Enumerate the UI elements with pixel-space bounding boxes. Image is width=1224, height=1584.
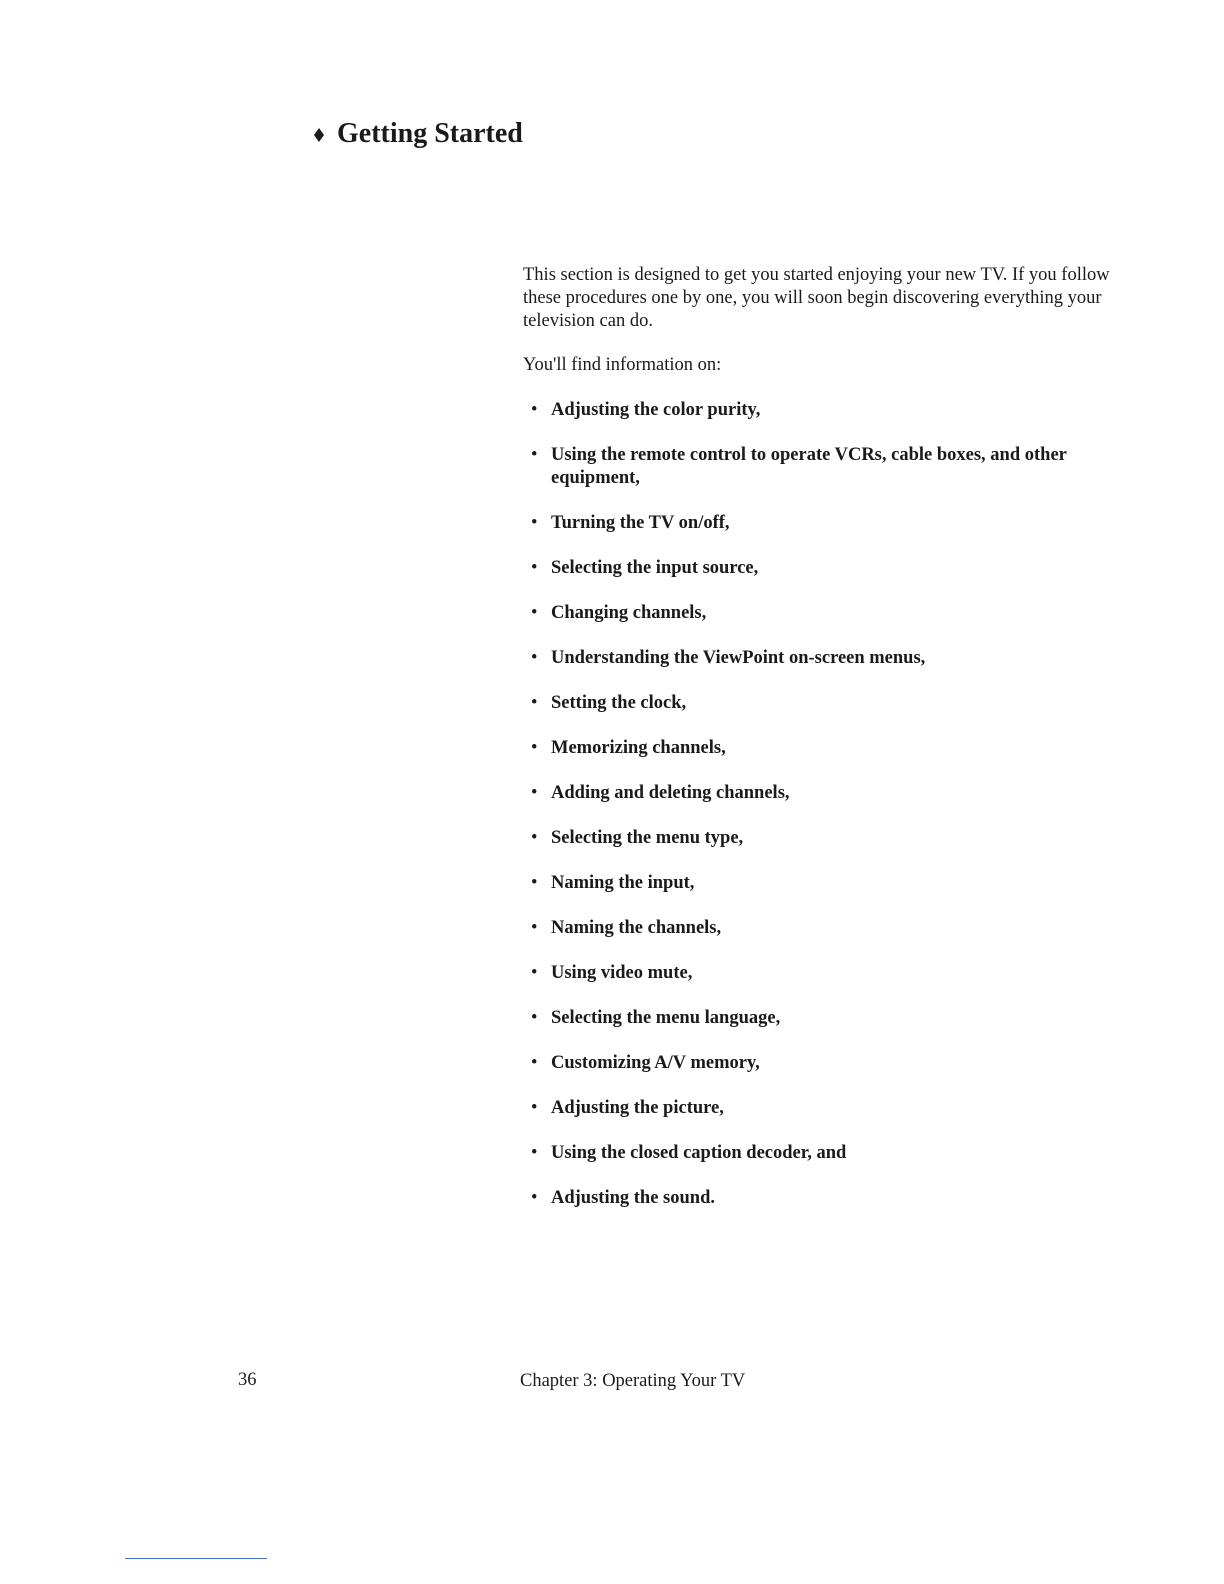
- list-item-text: Adjusting the picture,: [551, 1098, 724, 1118]
- list-item: [523, 782, 1113, 805]
- bullet-icon: •: [531, 648, 538, 668]
- list-item-text: Customizing A/V memory,: [551, 1053, 760, 1073]
- bullet-icon: •: [531, 1188, 538, 1208]
- list-item-text: Selecting the menu type,: [551, 828, 744, 848]
- list-item: [523, 962, 1113, 985]
- bottom-rule-line: [125, 1558, 267, 1559]
- list-item-text: Adjusting the sound.: [551, 1188, 715, 1208]
- list-item-text: Naming the channels,: [551, 918, 722, 938]
- list-item-text: Selecting the menu language,: [551, 1008, 781, 1028]
- list-item-text: Using the closed caption decoder, and: [551, 1143, 847, 1163]
- topics-list: [523, 399, 1113, 1210]
- list-item-text: Adding and deleting channels,: [551, 783, 790, 803]
- list-item: [523, 917, 1113, 940]
- list-item: [523, 1187, 1113, 1210]
- section-title: Getting Started: [337, 118, 523, 149]
- lead-in-text: You'll find information on:: [523, 355, 722, 375]
- list-item: [523, 737, 1113, 760]
- bullet-icon: •: [531, 918, 538, 938]
- list-item-text: Using the remote control to operate VCRs, cable boxes, and other equipment,: [551, 445, 1067, 488]
- list-item: [523, 602, 1113, 625]
- list-item-text: Changing channels,: [551, 603, 707, 623]
- list-item: [523, 647, 1113, 670]
- bullet-icon: •: [531, 445, 538, 465]
- bullet-icon: •: [531, 828, 538, 848]
- bullet-icon: •: [531, 738, 538, 758]
- bullet-icon: •: [531, 513, 538, 533]
- body-column: [523, 264, 1113, 1232]
- list-item: [523, 557, 1113, 580]
- page-number: 36: [238, 1370, 257, 1390]
- list-item: [523, 692, 1113, 715]
- list-item: [523, 1007, 1113, 1030]
- list-item: [523, 827, 1113, 850]
- bullet-icon: •: [531, 783, 538, 803]
- list-item: [523, 1097, 1113, 1120]
- list-item-text: Understanding the ViewPoint on-screen menus,: [551, 648, 926, 668]
- bullet-icon: •: [531, 963, 538, 983]
- bullet-icon: •: [531, 603, 538, 623]
- bullet-icon: •: [531, 400, 538, 420]
- bullet-icon: •: [531, 693, 538, 713]
- list-item: [523, 1052, 1113, 1075]
- list-item: [523, 512, 1113, 535]
- list-item-text: Setting the clock,: [551, 693, 687, 713]
- list-item-text: Memorizing channels,: [551, 738, 726, 758]
- chapter-footer: Chapter 3: Operating Your TV: [520, 1371, 746, 1391]
- section-heading: [314, 118, 523, 150]
- bullet-icon: •: [531, 1008, 538, 1028]
- list-item: [523, 399, 1113, 422]
- list-item-text: Naming the input,: [551, 873, 695, 893]
- bullet-icon: •: [531, 1053, 538, 1073]
- list-item-text: Adjusting the color purity,: [551, 400, 761, 420]
- intro-paragraph: This section is designed to get you started enjoying your new TV. If you follow these procedures one by one, you will soon begin discovering everything your television can do.: [523, 265, 1110, 331]
- bullet-icon: •: [531, 558, 538, 578]
- bullet-icon: •: [531, 873, 538, 893]
- list-item-text: Selecting the input source,: [551, 558, 759, 578]
- bullet-icon: •: [531, 1143, 538, 1163]
- diamond-bullet-icon: [314, 128, 324, 142]
- list-item: [523, 444, 1113, 490]
- bullet-icon: •: [531, 1098, 538, 1118]
- list-item: [523, 872, 1113, 895]
- list-item: [523, 1142, 1113, 1165]
- list-item-text: Turning the TV on/off,: [551, 513, 730, 533]
- list-item-text: Using video mute,: [551, 963, 693, 983]
